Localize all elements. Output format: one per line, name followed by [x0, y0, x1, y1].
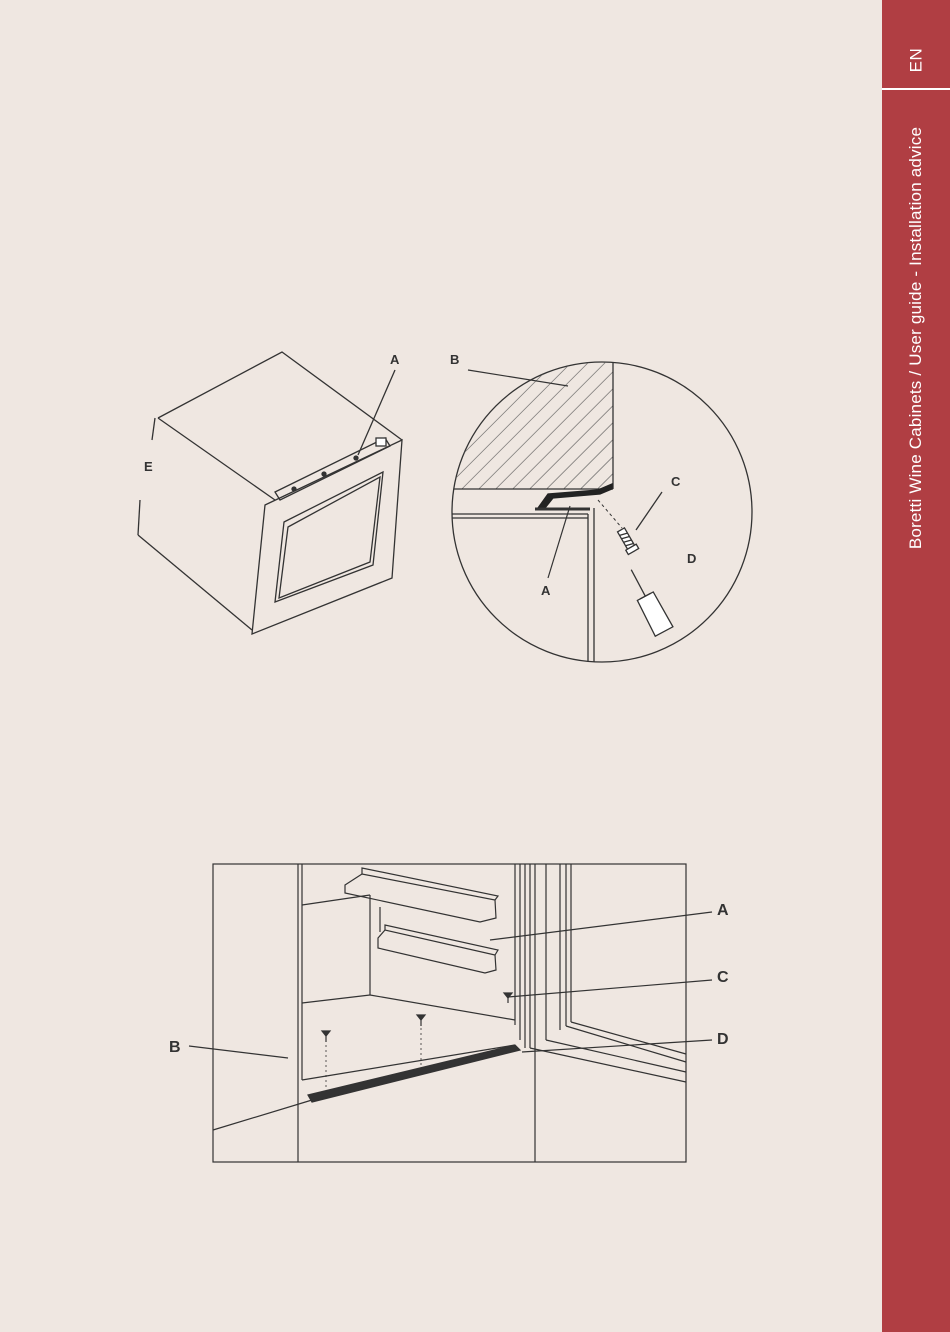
installation-figure-top	[0, 0, 880, 700]
sidebar	[882, 0, 950, 1332]
language-label: EN	[906, 47, 925, 73]
guide-title-box	[882, 100, 950, 575]
interior-label-c: C	[717, 969, 729, 986]
guide-title: Boretti Wine Cabinets / User guide - Installation advice	[906, 126, 926, 549]
interior-label-d: D	[717, 1031, 729, 1048]
detail-label-d: D	[687, 551, 697, 566]
cabinet-drawing	[138, 352, 402, 634]
language-label-box	[882, 30, 950, 90]
detail-circle-drawing	[440, 355, 752, 670]
installation-figure-bottom	[0, 840, 880, 1240]
detail-label-c: C	[671, 474, 681, 489]
detail-label-b: B	[450, 352, 460, 367]
cabinet-interior-drawing	[189, 864, 712, 1162]
interior-label-b: B	[169, 1039, 181, 1056]
detail-label-a: A	[541, 583, 551, 598]
cabinet-label-a: A	[390, 352, 400, 367]
interior-label-a: A	[717, 902, 729, 919]
sidebar-divider	[882, 88, 950, 90]
cabinet-label-e: E	[144, 459, 153, 474]
